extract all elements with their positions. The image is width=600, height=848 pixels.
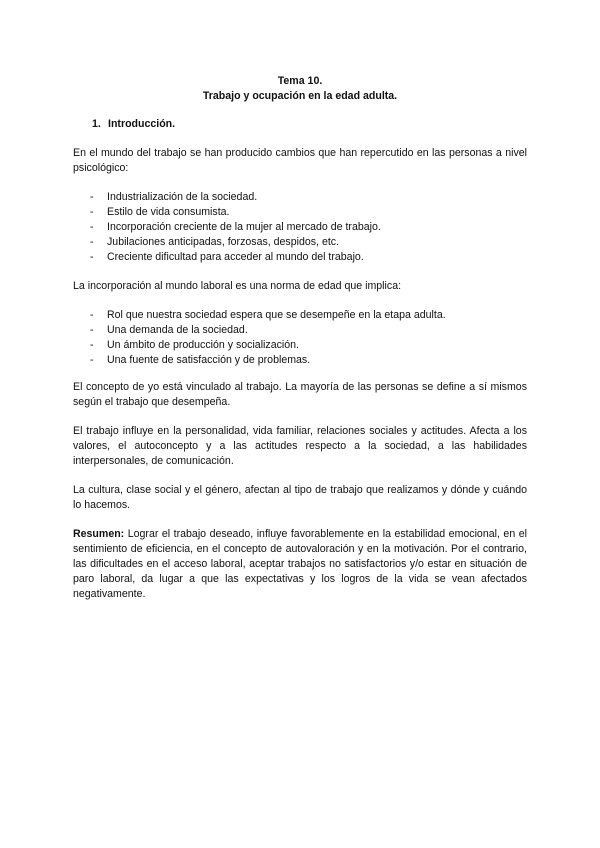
bullet-dash: - xyxy=(90,324,94,336)
norm-paragraph: La incorporación al mundo laboral es una norma de edad que implica: xyxy=(73,280,402,292)
bullet-dash: - xyxy=(90,236,94,248)
list-item: - Un ámbito de producción y socialización. xyxy=(90,339,299,351)
self-concept-paragraph: El concepto de yo está vinculado al trabajo. La mayoría de las personas se define a sí mismos según el trabajo que desempeña. xyxy=(73,381,527,408)
bullet-dash: - xyxy=(90,206,94,218)
intro-paragraph: En el mundo del trabajo se han producido cambios que han repercutido en las personas a nivel psicológico: xyxy=(73,147,527,174)
bullet-dash: - xyxy=(90,191,94,203)
list-item: - Creciente dificultad para acceder al mundo del trabajo. xyxy=(90,251,364,263)
list-item: - Una fuente de satisfacción y de problemas. xyxy=(90,354,311,366)
title-line-2: Trabajo y ocupación en la edad adulta. xyxy=(202,90,398,102)
summary-label: Resumen: xyxy=(73,528,125,540)
bullet-dash: - xyxy=(90,251,94,263)
section-title: Introducción. xyxy=(108,118,176,130)
list-item: - Jubilaciones anticipadas, forzosas, despidos, etc. xyxy=(90,236,340,248)
culture-paragraph: La cultura, clase social y el género, afectan al tipo de trabajo que realizamos y dónde y cuándo lo hacemos. xyxy=(73,484,527,511)
section-number: 1. xyxy=(92,118,101,130)
bullet-dash: - xyxy=(90,354,94,366)
bullet-dash: - xyxy=(90,309,94,321)
changes-list xyxy=(90,190,530,265)
bullet-dash: - xyxy=(90,339,94,351)
list-item: - Industrialización de la sociedad. xyxy=(90,191,258,203)
influence-paragraph: El trabajo influye en la personalidad, vida familiar, relaciones sociales y actitudes. Afecta a los valores, el autoconcepto y a las actitudes respecto a la sociedad, a las habilidades interpersonales, de comunicación. xyxy=(73,425,527,467)
summary-paragraph xyxy=(73,527,527,602)
bullet-dash: - xyxy=(90,221,94,233)
title-line-1: Tema 10. xyxy=(277,75,323,87)
list-item: - Rol que nuestra sociedad espera que se desempeñe en la etapa adulta. xyxy=(90,309,446,321)
list-item: - Una demanda de la sociedad. xyxy=(90,324,248,336)
list-item: - Estilo de vida consumista. xyxy=(90,206,230,218)
summary-text: Lograr el trabajo deseado, influye favorablemente en la estabilidad emocional, en el sentimiento de eficiencia, en el concepto de autovaloración y en la motivación. Por el contrario, las dificultades en el acceso laboral, aceptar trabajos no satisfactorios y/o estar en situación de paro laboral, da lugar a que las expectativas y los logros de la vida se vean afectados negativamente. xyxy=(73,528,527,600)
section-heading-introduccion xyxy=(92,117,175,132)
norm-list xyxy=(90,308,530,368)
list-item: - Incorporación creciente de la mujer al mercado de trabajo. xyxy=(90,221,381,233)
document-title xyxy=(0,74,600,104)
